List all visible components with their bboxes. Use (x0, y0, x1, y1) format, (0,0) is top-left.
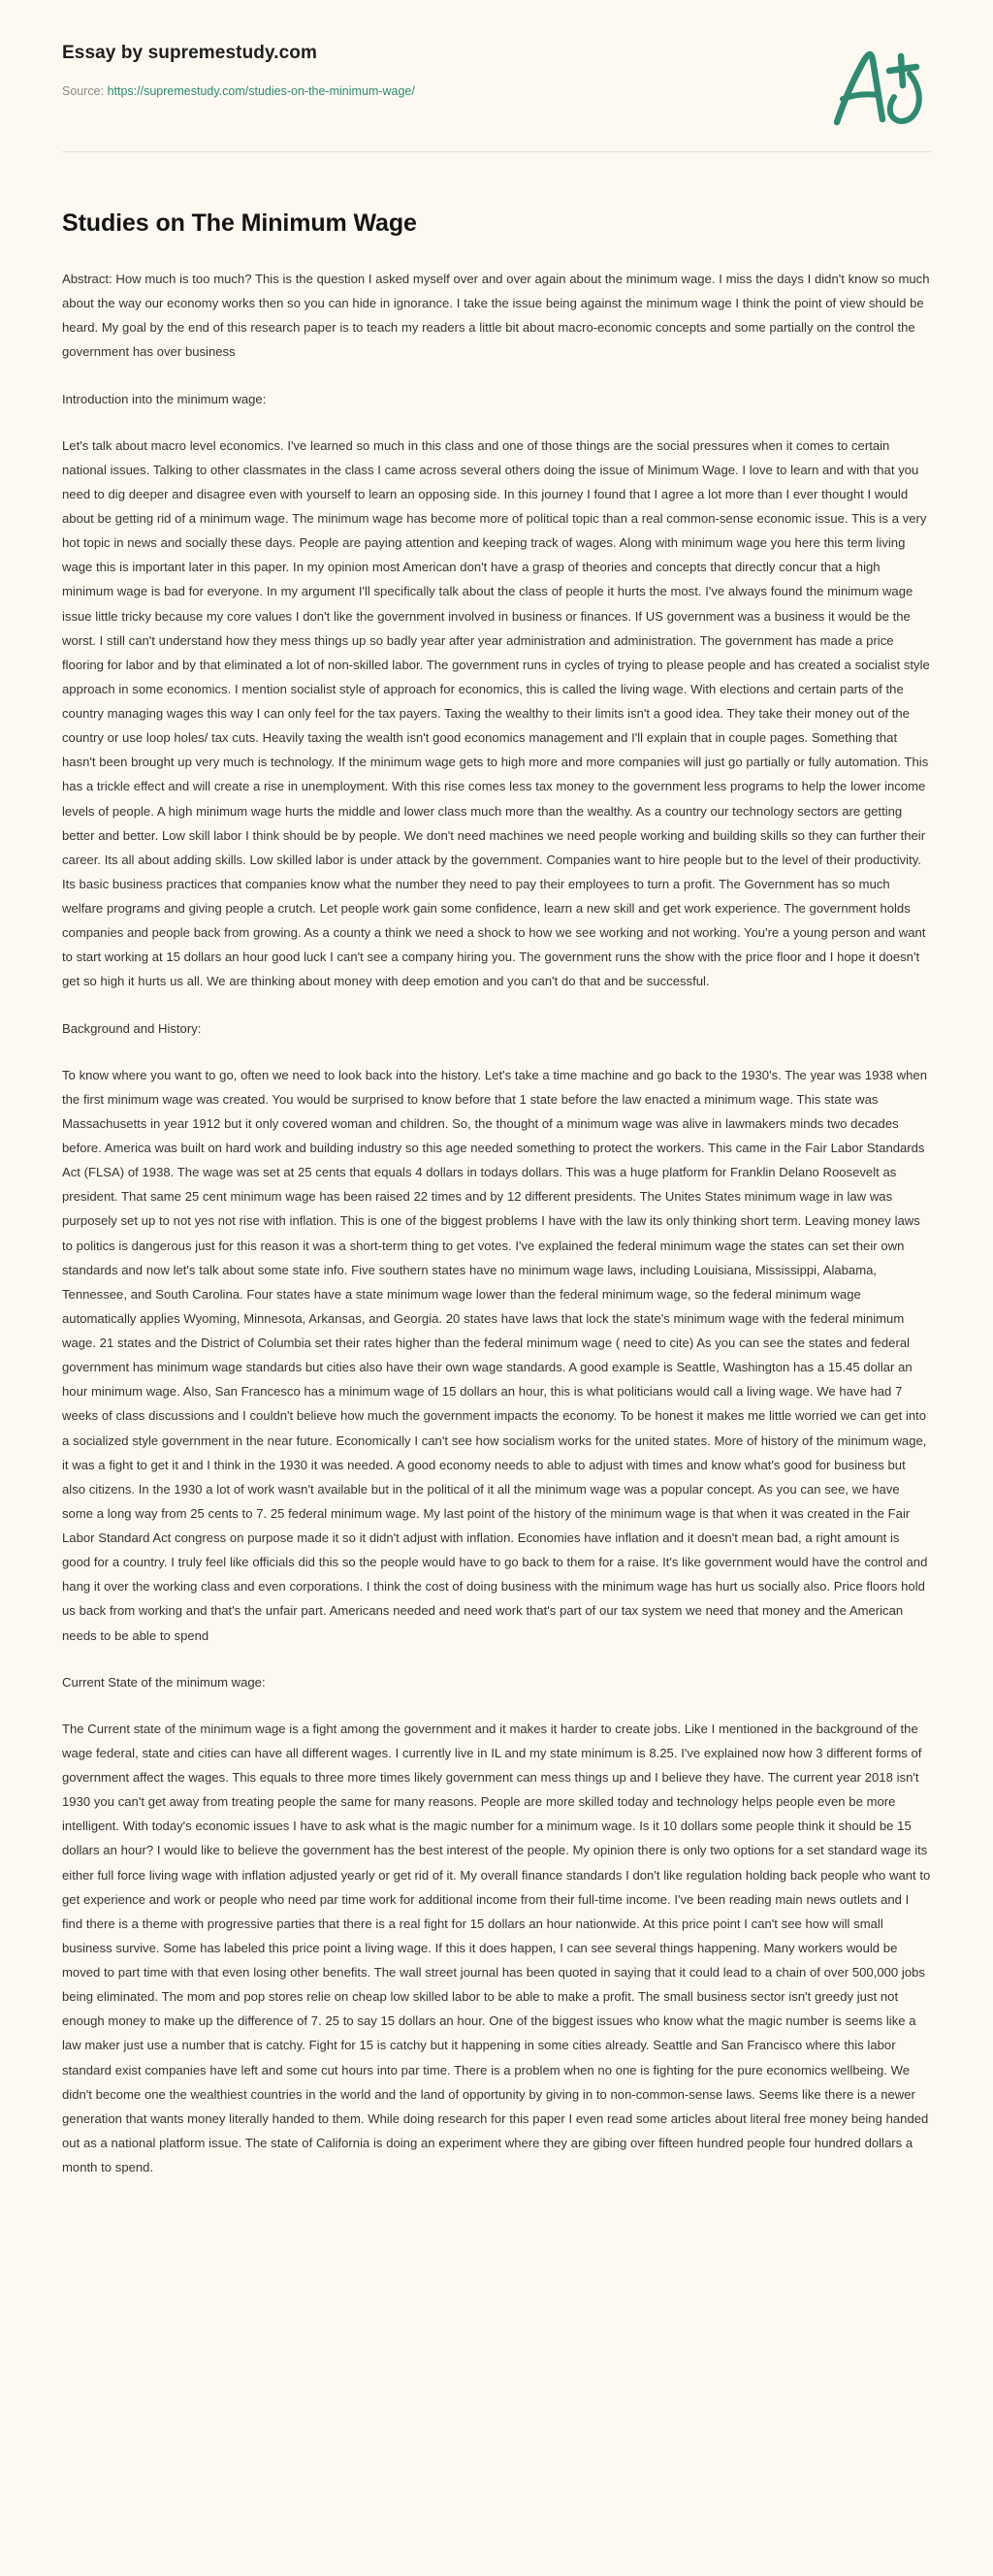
background-paragraph: To know where you want to go, often we need to look back into the history. Let's take a time machine and go back to the 1930's. The year was 1938 when the first minimum wage was created. You would be surprised to know before that 1 state before the law enacted a minimum wage. This state was Massachusetts in year 1912 but it only covered woman and children. So, the thought of a minimum wage was alive in lawmakers minds two decades before. America was built on hard work and building industry so this age needed something to protect the workers. This came in the Fair Labor Standards Act (FLSA) of 1938. The wage was set at 25 cents that equals 4 dollars in todays dollars. This was a huge platform for Franklin Delano Roosevelt as president. That same 25 cent minimum wage has been raised 22 times and by 12 different presidents. The Unites States minimum wage in law was purposely set up to not yes not rise with inflation. This is one of the biggest problems I have with the law its only thinking short term. Leaving money laws to politics is dangerous just for this reason it was a short-term thing to get votes. I've explained the federal minimum wage the states can set their own standards and now let's talk about some state info. Five southern states have no minimum wage laws, including Louisiana, Mississippi, Alabama, Tennessee, and South Carolina. Four states have a state minimum wage lower than the federal minimum wage, so the federal minimum wage automatically applies Wyoming, Minnesota, Arkansas, and Georgia. 20 states have laws that lock the state's minimum wage with the federal minimum wage. 21 states and the District of Columbia set their rates higher than the federal minimum wage ( need to cite) As you can see the states and federal government has minimum wage standards but cities also have their own wage standards. A good example is Seattle, Washington has a 15.45 dollar an hour minimum wage. Also, San Francesco has a minimum wage of 15 dollars an hour, this is what politicians would call a living wage. We have had 7 weeks of class discussions and I couldn't believe how much the government impacts the economy. To be honest it makes me little worried we can get into a socialized style government in the near future. Economically I can't see how socialism works for the united states. More of history of the minimum wage, it was a fight to get it and I think in the 1930 it was needed. A good economy needs to able to adjust with times and know what's good for business but also citizens. In the 1930 a lot of work wasn't available but in the political of it all the minimum wage was a popular concept. As you can see, we have some a long way from 25 cents to 7. 25 federal minimum wage. My last point of the history of the minimum wage is that when it was created in the Fair Labor Standard Act congress on purpose made it so it didn't adjust with inflation. Economies have inflation and it doesn't mean bad, a right amount is good for a country. I truly feel like officials did this so the people would have to go back to them for a raise. It's like government would have the control and hang it over the working class and even corporations. I think the cost of doing business with the minimum wage has hurt us socially also. Price floors hold us back from working and that's the unfair part. Americans needed and need work that's part of our tax system we need that money and the American needs to be able to spend (62, 1067, 928, 1643)
source-label: Source: (62, 84, 105, 98)
essay-body (0, 152, 993, 2270)
brand-title: Essay by supremestudy.com (62, 43, 317, 63)
page-title: Studies on The Minimum Wage (62, 209, 417, 237)
source-line (62, 83, 931, 99)
current-state-paragraph: The Current state of the minimum wage is a fight among the government and it makes it harder to create jobs. Like I mentioned in the background of the wage federal, state and cities can have all different wages. I currently live in IL and my state minimum is 8.25. I've explained now how 3 different forms of government affect the wages. This equals to three more times likely government can mess things up and I believe they have. The current year 2018 isn't 1930 you can't get away from treating people the same for many reasons. People are more skilled today and technology helps people even be more intelligent. With today's economic issues I have to ask what is the magic number for a minimum wage. Is it 10 dollars some people think it should be 15 dollars an hour? I would like to believe the government has the best interest of the people. My opinion there is only two options for a set standard wage its either full force living wage with inflation adjusted yearly or get rid of it. My overall finance standards I don't like regulation holding back people who want to get experience and work or people who need par time work for additional income from their full-time income. I've been reading main news outlets and I find there is a theme with progressive parties that there is a real fight for 15 dollars an hour nationwide. At this price point I can't see how will small business survive. Some has labeled this price point a living wage. If this it does happen, I can see several things happening. Many workers would be moved to part time with that even losing other benefits. The wall street journal has been quoted in saying that it could lead to a chain of over 500,000 jobs being eliminated. The mom and pop stores relie on cheap low skilled labor to be able to make a profit. The small business sector isn't greedy just not enough money to make up the difference of 7. 25 to say 15 dollars an hour. One of the biggest issues who know what the magic number is seems like a law maker just use a number that is catchy. Fight for 15 is catchy but it happening in some cities already. Seattle and San Francisco where this labor standard exist companies have left and some cut hours into par time. There is a problem when no one is fighting for the pure economics wellbeing. We didn't become one the wealthiest countries in the world and the land of opportunity by giving in to non-common-sense laws. Seems like there is a newer generation that wants money literally handed to them. While doing research for this paper I even read some articles about literal free money being handed out as a national platform issue. The state of California is doing an experiment where they are gibing over fifteen hundred people four hundred dollars a month to spend. (62, 1721, 931, 2174)
introduction-paragraph: Let's talk about macro level economics. I've learned so much in this class and one of those things are the social pressures when it comes to certain national issues. Talking to other classmates in the class I came across several others doing the issue of Minimum Wage. I love to learn and with that you need to dig deeper and disagree even with yourself to learn an opposing side. In this journey I found that I agree a lot more than I ever thought I would about be getting rid of a minimum wage. The minimum wage has become more of political topic than a real common-sense economic issue. This is a very hot topic in news and socially these days. People are paying attention and keeping track of wages. Along with minimum wage you here this term living wage this is important later in this paper. In my opinion most American don't have a grasp of theories and concepts that directly concur that a high minimum wage is bad for everyone. In my argument I'll specifically talk about the class of people it hurts the most. I've always found the minimum wage issue little tricky because my core values I don't like the government involved in business or finances. If US government was a business it would be the worst. I still can't understand how they mess things up so badly year after year administration and administration. The government has made a price flooring for labor and by that eliminated a lot of non-skilled labor. The government runs in cycles of trying to please people and has created a socialist style approach in some economics. I mention socialist style of approach for economics, this is called the living wage. With elections and certain parts of the country managing wages this way I can only feel for the tax payers. Taxing the wealthy to their limits isn't a good idea. They take their money out of the country or use loop holes/ tax cuts. Heavily taxing the wealth isn't good economics management and I'll explain that in couple pages. Something that hasn't been brought up very much is technology. If the minimum wage gets to high more and more companies will just go partially or fully automation. This has a trickle effect and will create a rise in unemployment. With this rise comes less tax money to the government less programs to help the lower income levels of people. A high minimum wage hurts the middle and lower class much more than the wealthy. As a country our technology sectors are getting better and better. Low skill labor I think should be by people. We don't need machines we need people working and building skills so they can further their career. Its all about adding skills. Low skilled labor is under attack by the government. Companies want to hire people but to the level of their productivity. Its basic business practices that companies know what the number they need to pay their employees to turn a profit. The Government has so much welfare programs and giving people a crutch. Let people work gain some confidence, learn a new skill and get work experience. The government holds companies and people back from growing. As a county a think we need a shock to how we see working and not working. You're a young person and want to start working at 15 dollars an hour good luck I can't see a company hiring you. The government runs the show with the price floor and I hope it doesn't get so high it hurts us all. We are thinking about money with deep emotion and you can't do that and be successful. (62, 437, 930, 989)
section-heading-background: Background and History: (62, 1020, 202, 1036)
abstract-paragraph: Abstract: How much is too much? This is the question I asked myself over and over again about the minimum wage. I miss the days I didn't know so much about the way our economy works then so you can hide in ignorance. I take the issue being against the minimum wage I think the point of view should be heard. My goal by the end of this research paper is to teach my readers a little bit about macro-economic concepts and some partially on the control the government has over business (62, 272, 930, 360)
site-header (0, 0, 993, 151)
source-url-link[interactable]: https://supremestudy.com/studies-on-the-minimum-wage/ (107, 84, 415, 98)
section-heading-current-state: Current State of the minimum wage: (62, 1674, 266, 1690)
section-heading-introduction: Introduction into the minimum wage: (62, 391, 267, 406)
a-plus-logo-icon (826, 37, 933, 130)
